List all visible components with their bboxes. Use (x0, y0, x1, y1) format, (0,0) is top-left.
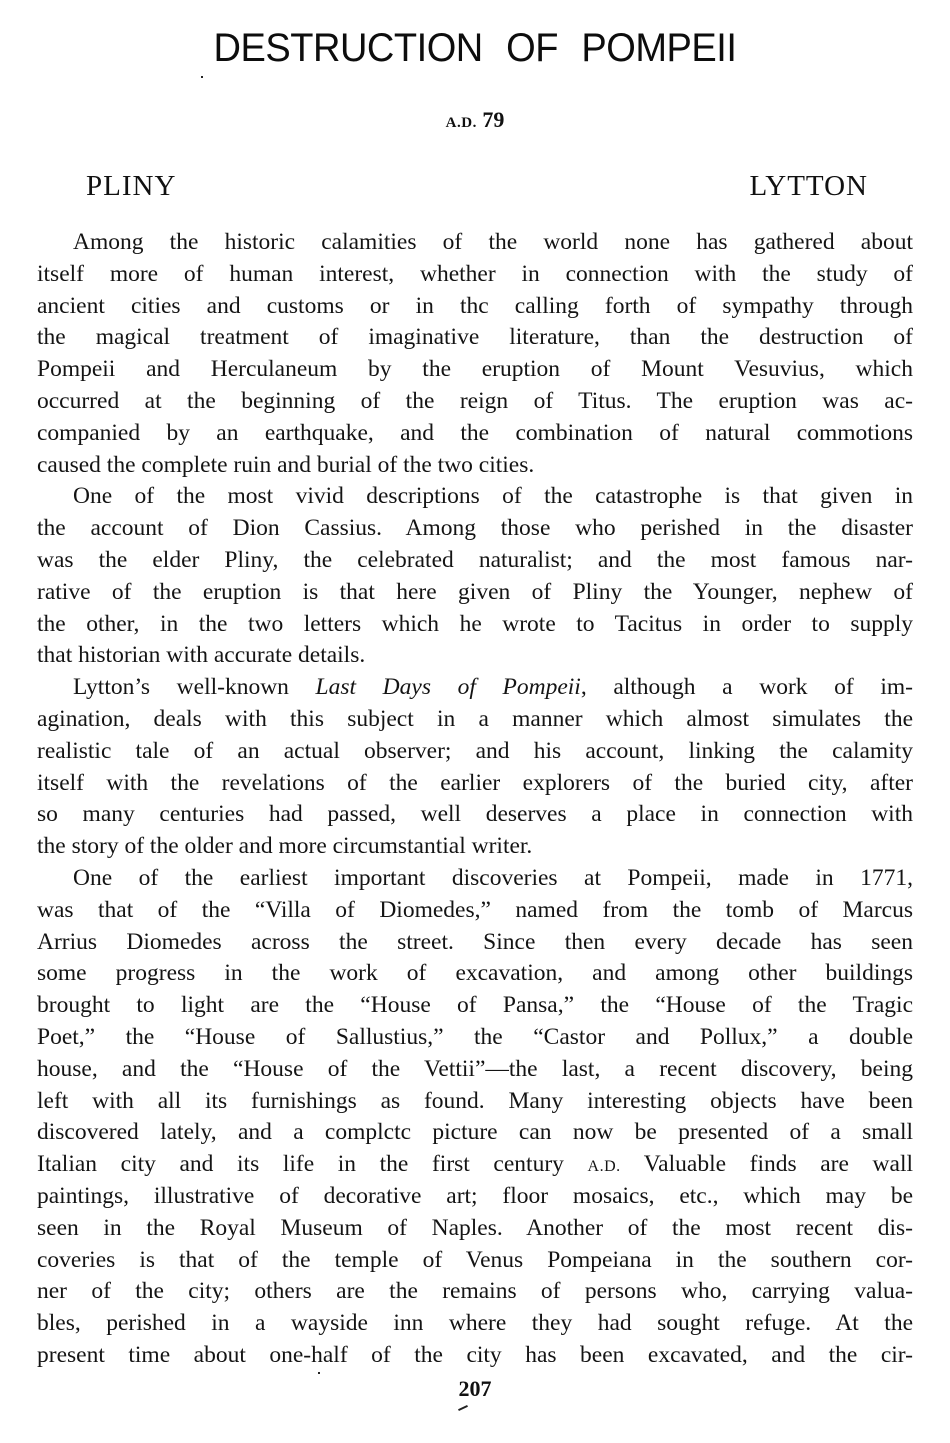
author-headings (86, 168, 868, 204)
text-line: occurred at the beginning of the reign of Titus. The eruption was ac- (37, 387, 913, 414)
text-line: itself more of human interest, whether in connection with the study of (37, 260, 913, 287)
text-line: paintings, illustrative of decorative art; floor mosaics, etc., which may be (37, 1182, 913, 1209)
text-line: One of the most vivid descriptions of the catastrophe is that given in (73, 483, 913, 510)
text-line: coveries is that of the temple of Venus Pompeiana in the southern cor- (37, 1246, 913, 1273)
text-line: was the elder Pliny, the celebrated naturalist; and the most famous nar- (37, 546, 913, 573)
page-title (24, 24, 927, 72)
text-line: ancient cities and customs or in thc calling forth of sympathy through (37, 292, 913, 319)
text-run: Italian city and its life in the first century (37, 1151, 588, 1178)
text-line: discovered lately, and a complctc picture can now be presented of a small (37, 1119, 913, 1146)
text-line: the other, in the two letters which he wrote to Tacitus in order to supply (37, 610, 913, 637)
text-line: the magical treatment of imaginative literature, than the destruction of (37, 324, 913, 351)
page-number: 207 (458, 1376, 492, 1401)
text-line: Pompeii and Herculaneum by the eruption of Mount Vesuvius, which (37, 356, 913, 383)
text-line: agination, deals with this subject in a manner which almost simulates the (37, 705, 913, 732)
author-right: LYTTON (749, 170, 868, 202)
text-line: companied by an earthquake, and the combination of natural commotions (37, 419, 913, 446)
text-line: Poet,” the “House of Sallustius,” the “Castor and Pollux,” a double (37, 1023, 913, 1050)
text-line: the story of the older and more circumstantial writer. (37, 833, 533, 860)
title-word-1: DESTRUCTION (213, 26, 483, 70)
text-line: Arrius Diomedes across the street. Since then every decade has seen (37, 928, 913, 955)
author-left: PLINY (86, 170, 177, 202)
text-line: so many centuries had passed, well deserves a place in connection with (37, 801, 913, 828)
scan-speck (318, 1372, 320, 1374)
text-line: rative of the eruption is that here given of Pliny the Younger, nephew of (37, 578, 913, 605)
date-era: A.D. (445, 115, 477, 131)
text-line: caused the complete ruin and burial of the two cities. (37, 451, 535, 478)
text-line: left with all its furnishings as found. Many interesting objects have been (37, 1087, 913, 1114)
text-run: , although a work of im- (580, 674, 913, 701)
text-line: was that of the “Villa of Diomedes,” named from the tomb of Marcus (37, 896, 913, 923)
scan-speck (201, 76, 203, 78)
title-word-3: POMPEII (581, 26, 737, 70)
text-line: present time about one-half of the city has been excavated, and the cir- (37, 1341, 913, 1368)
paragraph-2 (37, 481, 913, 672)
text-line: Among the historic calamities of the world none has gathered about (73, 229, 913, 255)
text-line: ner of the city; others are the remains of persons who, carrying valua- (37, 1278, 913, 1305)
book-title: Last Days of Pompeii (315, 674, 581, 701)
text-run: Valuable finds are wall (620, 1151, 913, 1178)
paragraph-4 (37, 863, 913, 1372)
text-line: One of the earliest important discoveries at Pompeii, made in 1771, (73, 864, 913, 891)
text-run: Lytton’s well-known (73, 674, 316, 701)
text-line: realistic tale of an actual observer; and his account, linking the calamity (37, 737, 913, 764)
text-line: seen in the Royal Museum of Naples. Another of the most recent dis- (37, 1214, 913, 1241)
text-line: house, and the “House of the Vettii”—the last, a recent discovery, being (37, 1055, 913, 1082)
text-line (37, 672, 913, 704)
text-line: that historian with accurate details. (37, 642, 366, 669)
era-abbreviation: A.D. (587, 1158, 621, 1176)
text-line: brought to light are the “House of Pansa,” the “House of the Tragic (37, 992, 913, 1019)
body-text (37, 227, 913, 1372)
paragraph-3 (37, 672, 913, 863)
date-year: 79 (482, 107, 505, 132)
text-line: some progress in the work of excavation, and among other buildings (37, 960, 913, 987)
paragraph-1 (37, 227, 913, 481)
scan-speck (458, 1405, 468, 1411)
date-line (0, 106, 950, 137)
title-word-2: OF (506, 26, 558, 70)
text-line: the account of Dion Cassius. Among those who perished in the disaster (37, 515, 913, 542)
text-line: itself with the revelations of the earlier explorers of the buried city, after (37, 769, 913, 796)
text-line (37, 1149, 913, 1181)
text-line: bles, perished in a wayside inn where they had sought refuge. At the (37, 1310, 913, 1337)
